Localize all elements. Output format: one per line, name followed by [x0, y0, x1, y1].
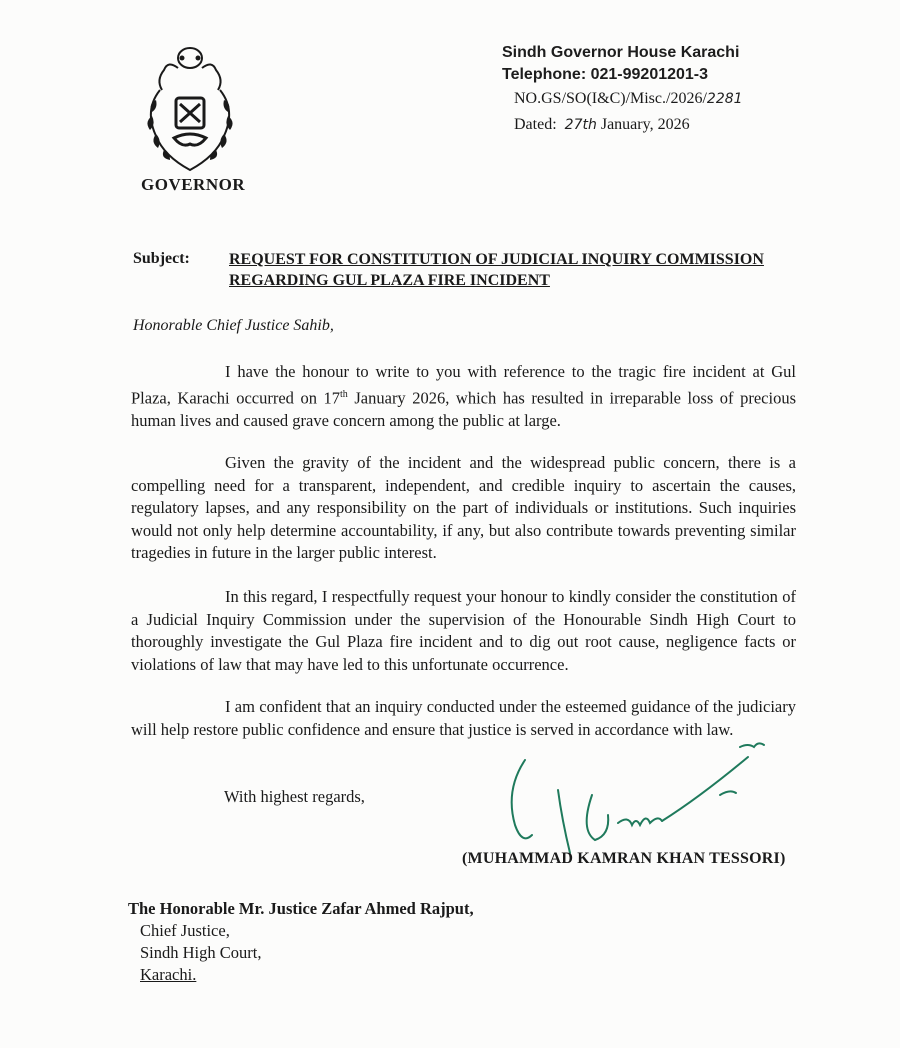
subject-text: [229, 249, 809, 291]
letter-date: [514, 112, 743, 138]
date-rest: January, 2026: [600, 116, 690, 133]
governor-emblem-icon: [138, 40, 242, 180]
date-handwritten: 27th: [564, 117, 597, 133]
reference-handwritten: 2281: [706, 91, 743, 107]
addressee-name: The Honorable Mr. Justice Zafar Ahmed Rajput,: [128, 899, 474, 918]
salutation: Honorable Chief Justice Sahib,: [133, 317, 334, 334]
subject-line-1: REQUEST FOR CONSTITUTION OF JUDICIAL INQUIRY COMMISSION: [229, 251, 764, 268]
reference-printed: NO.GS/SO(I&C)/Misc./2026/: [514, 90, 707, 107]
ordinal-suffix: th: [340, 388, 348, 400]
reference-number: [514, 86, 743, 112]
paragraph-3: In this regard, I respectfully request your honour to kindly consider the constitution of a Judicial Inquiry Commission under the supervision of the Honourable Sindh High Court to thoroughly investigate the Gul Plaza fire incident and to dig out root cause, negligence facts or violations of law that may have led to this unfortunate occurrence.: [131, 587, 796, 674]
paragraph-1-end: January 2026, which has resulted in irreparable loss of precious human lives and caused grave concern among the public at large.: [131, 388, 797, 430]
paragraph-1-start: I have the honour to write to you with reference to the tragic fire incident at Gul Plaza, Karachi occurred on 17: [131, 362, 796, 407]
paragraph-2: Given the gravity of the incident and the widespread public concern, there is a compelling need for a transparent, independent, and credible inquiry to ascertain the causes, regulatory lapses, and any responsibility on the part of individuals or institutions. Such inquiries would not only help determine accountability, if any, but also contribute towards preventing similar tragedies in future in the larger public interest.: [131, 453, 796, 562]
subject-label: Subject:: [133, 250, 190, 267]
addressee-title: Chief Justice,: [140, 921, 230, 940]
addressee-court: Sindh High Court,: [140, 943, 262, 962]
date-label: Dated:: [514, 116, 557, 133]
paragraph-4: I am confident that an inquiry conducted under the esteemed guidance of the judiciary will help restore public confidence and ensure that justice is served in accordance with law.: [131, 697, 796, 739]
addressee-city: Karachi.: [140, 965, 197, 984]
letterhead-address: Sindh Governor House Karachi: [502, 44, 740, 61]
subject-line-2: REGARDING GUL PLAZA FIRE INCIDENT: [229, 272, 550, 289]
addressee-block: [128, 898, 474, 986]
letterhead-contact: [502, 42, 743, 138]
signatory-name: (MUHAMMAD KAMRAN KHAN TESSORI): [462, 850, 786, 867]
paragraph-1: [131, 361, 796, 432]
closing: With highest regards,: [224, 787, 365, 806]
letterhead-telephone: Telephone: 021-99201201-3: [502, 66, 709, 83]
signature-icon: [500, 735, 780, 860]
office-label: GOVERNOR: [141, 175, 246, 194]
